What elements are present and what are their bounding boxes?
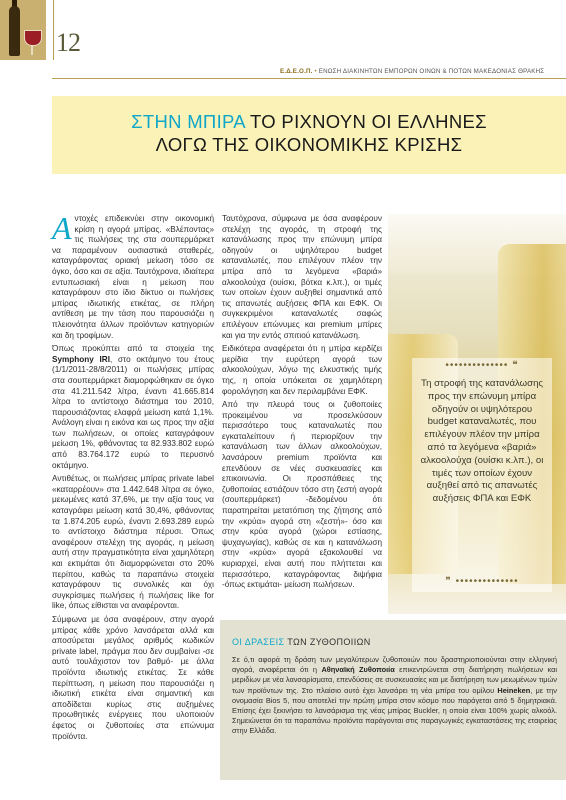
- glass-stem: [31, 45, 33, 55]
- pullquote-dots-top: •••••••••••••• ❝: [445, 360, 519, 371]
- paragraph-6: Ειδικότερα αναφέρεται ότι η μπίρα κερδίζει μερίδια την ευρύτερη αγορά των αλκοολούχων, λόγω της ελκυστικής τιμής της, η οποία υπόκειται σε χαμηλότερη φορολόγηση και δεν περιλαμβάνει ΕΦΚ.: [222, 344, 382, 396]
- paragraph-1: [52, 210, 214, 341]
- sidebar-title: [232, 637, 371, 647]
- column-left: [52, 210, 214, 745]
- wine-glass: [24, 30, 42, 46]
- paragraph-4: Σύμφωνα με όσα αναφέρουν, στην αγορά μπίρας κάθε χρόνο λανσάρεται αλλά και αποσύρεται μεγάλος αριθμός κωδικών private label, πράγμα που δεν συμβαίνει -σε αυτό τουλάχιστον τον βαθμό- με άλλα προϊόντα ιδιωτικής ετικέτας. Σε κάθε περίπτωση, η μείωση που παρουσιάζει η ιδιωτική ετικέτα είναι σημαντική και αποδίδεται κυρίως στις αυξημένες προωθητικές ενέργειες που υλοποιούν έφετος οι ζυθοποιίες στα επώνυμα προϊόντα.: [52, 614, 214, 741]
- title-line2: ΛΟΓΩ ΤΗΣ ΟΙΚΟΝΟΜΙΚΗΣ ΚΡΙΣΗΣ: [155, 134, 463, 155]
- athinaiki-zythopoiia: Αθηναϊκή Ζυθοποιία: [321, 665, 395, 675]
- wine-bottle-photo: [0, 0, 46, 60]
- header-rule: [52, 78, 566, 79]
- running-header: [280, 68, 544, 75]
- p2-text-a: Όπως προκύπτει από τα στοιχεία της: [52, 344, 214, 354]
- org-abbrev: Ε.Δ.Ε.Ο.Π.: [280, 68, 313, 75]
- sidebar-text: [232, 655, 557, 737]
- sidebar-title-accent: ΟΙ ΔΡΑΣΕΙΣ: [232, 637, 285, 647]
- vertical-rule: [53, 0, 54, 60]
- paragraph-7: Από την πλευρά τους οι ζυθοποιίες προκειμένου να προσελκύσουν περισσότερο τους καταναλωτές που εγκαταλείπουν ή περιορίζουν την κατανάλωση των άλλων αλκοολούχων, λανσάρουν premium προϊόντα και επενδύουν σε νέες συσκευασίες και επικοινωνία. Οι προσπάθειες της ζυθοποιίας εστιάζουν τόσο στη ζεστή αγορά (σουπερμάρκετ) -δεδομένου ότι παρατηρείται μετατόπιση της ζήτησης από την «κρύα» αγορά στη «ζεστή»- όσο και στην κρύα αγορά (χώροι εστίασης, ψυχαγωγίας), καθώς σε και η κατανάλωση στην «κρύα» αγορά εξακολουθεί να κυριαρχεί, είναι αυτή που πλήττεται και περισσότερο, καταγράφοντας διψήφια -όπως εκτιμάται- μείωση πωλήσεων.: [222, 400, 382, 590]
- drop-cap: Α: [52, 210, 72, 246]
- pullquote-text: Τη στροφή της κατανάλωσης προς την επώνυμη μπίρα οδηγούν οι υψηλότερου budget καταναλωτές, που επιλέγουν πλέον την μπίρα από τα λεγόμενα «βαριά» αλκοολούχα (ουίσκι κ.λπ.), οι τιμές των οποίων έχουν αυξηθεί από τις απανωτές αυξήσεις ΦΠΑ και ΕΦΚ: [420, 378, 544, 505]
- sidebar-title-rest: ΤΩΝ ΖΥΘΟΠΟΙΙΩΝ: [284, 637, 371, 647]
- paragraph-5: Ταυτόχρονα, σύμφωνα με όσα αναφέρουν στελέχη της αγοράς, τη στροφή της κατανάλωσης προς την επώνυμη μπίρα οδηγούν οι υψηλότερου budget καταναλωτές, που επιλέγουν πλέον την μπίρα από τα λεγόμενα «βαριά» αλκοολούχα (ουίσκι, βότκα κ.λπ.), οι τιμές των οποίων έχουν αυξηθεί σημαντικά από τις απανωτές αυξήσεις ΦΠΑ και ΕΦΚ. Οι συγκεκριμένοι καταναλωτές σαφώς επιλέγουν επώνυμες και premium μπίρες και για την εντός σπιτιού κατανάλωση.: [222, 214, 382, 340]
- title-accent: ΣΤΗΝ ΜΠΙΡΑ: [131, 111, 245, 132]
- paragraph-3: Αντιθέτως, οι πωλήσεις μπίρας private label «καταρρέουν» στα 1.442.648 λίτρα σε όγκο, μειωμένες κατά 37,6%, με την αξία τους να καταγράφει μείωση κατά 30,4%, φθάνοντας τα 1.874.205 ευρώ, έναντι 2.693.289 ευρώ το αντίστοιχο διάστημα πέρυσι. Όπως αναφέρουν στελέχη της αγοράς, η μείωση αυτή στην πραγματικότητα είναι χαμηλότερη και εκτιμάται ότι διαμορφώνεται στο 20% περίπου, καθώς τα παραπάνω στοιχεία καταγράφουν τις συνολικές και όχι συγκρίσιμες πωλήσεις ή πωλήσεις like for like, όπως είθισται να αναφέρονται.: [52, 474, 214, 611]
- bottle: [9, 6, 20, 56]
- sidebar-text-2: επικεντρώνεται στη διατήρηση πωλήσεων και μεριδίων με νέα λανσαρίσματα, επενδύσεις σε συσκευασίες και με διατήρηση των μειωμένων τιμών των προϊόντων της. Στο πλαίσιο αυτό έχει λανσάρει τη νέα μπίρα του ομίλου: [232, 665, 557, 695]
- sidebar-text-3: , με την ονομασία Bios 5, που αποτελεί την πρώτη μπίρα στον κόσμο που παράγεται από 5 δημητριακά. Επίσης έχει ξεκινήσει το λανσάρισμα της νέας μπίρας Buckler, η οποία είναι 100% χωρίς αλκοόλ. Σημειώνεται ότι τα παραπάνω προϊόντα παράγονται στις παραγωγικές εγκαταστάσεις της εταιρείας στην Ελλάδα.: [232, 685, 557, 736]
- pullquote-dots-bottom: ❞ ••••••••••••••: [445, 576, 519, 587]
- column-middle: [222, 214, 382, 594]
- heineken: Heineken: [497, 685, 531, 695]
- paragraph-2: [52, 344, 214, 471]
- sidebar-text-1: Σε ό,τι αφορά τη δράση των μεγαλύτερων ζυθοποιιών που δραστηριοποιούνται στην ελληνική αγορά, αναφέρεται ότι η: [232, 655, 557, 675]
- p2-text-c: , στο οκτάμηνο του έτους (1/1/2011-28/8/2011) οι πωλήσεις μπίρας στα σουπερμάρκετ διαμορφώθηκαν σε όγκο στα 41.211.542 λίτρα, έναντι 41.665.814 λίτρα το αντίστοιχο διάστημα του 2010, παρουσιάζοντας ελαφρά μείωση κατά 1,1%. Ανάλογη είναι η εικόνα και ως προς την αξία των πωλήσεων, οι οποίες καταγράφουν μείωση 1%, φθάνοντας τα 82.933.802 ευρώ από 83.764.172 ευρώ το περυσινό οκτάμηνο.: [52, 354, 214, 470]
- title-line1: ΤΟ ΡΙΧΝΟΥΝ ΟΙ ΕΛΛΗΝΕΣ: [244, 111, 487, 132]
- page-number: 12: [56, 28, 80, 57]
- article-title: [52, 110, 566, 156]
- org-full-name: ΕΝΩΣΗ ΔΙΑΚΙΝΗΤΩΝ ΕΜΠΟΡΩΝ ΟΙΝΩΝ & ΠΟΤΩΝ ΜΑΚΕΔΟΝΙΑΣ ΘΡΑΚΗΣ: [318, 68, 545, 75]
- bullet-separator: •: [314, 68, 319, 75]
- symphony-iri: Symphony IRI: [52, 354, 110, 364]
- paragraph-1-text: ντοχές επιδεικνύει στην οικονομική κρίση η αγορά μπίρας. «Βλέποντας» τις πωλήσεις της στα σουπερμάρκετ να παραμένουν ουσιαστικά σταθερές, καταγράφοντας οριακή μείωση τόσο σε όγκο, όσο και σε αξία. Ταυτόχρονα, ιδιαίτερα εντυπωσιακή είναι η μείωση που καταγράφουν στο ίδιο δίκτυο οι πωλήσεις μπίρας ιδιωτικής ετικέτας, σε πλήρη αντίθεση με την τάση που παρουσιάζει η πλειονότητα άλλων προϊόντων κατηγοριών και δη τροφίμων.: [52, 214, 214, 340]
